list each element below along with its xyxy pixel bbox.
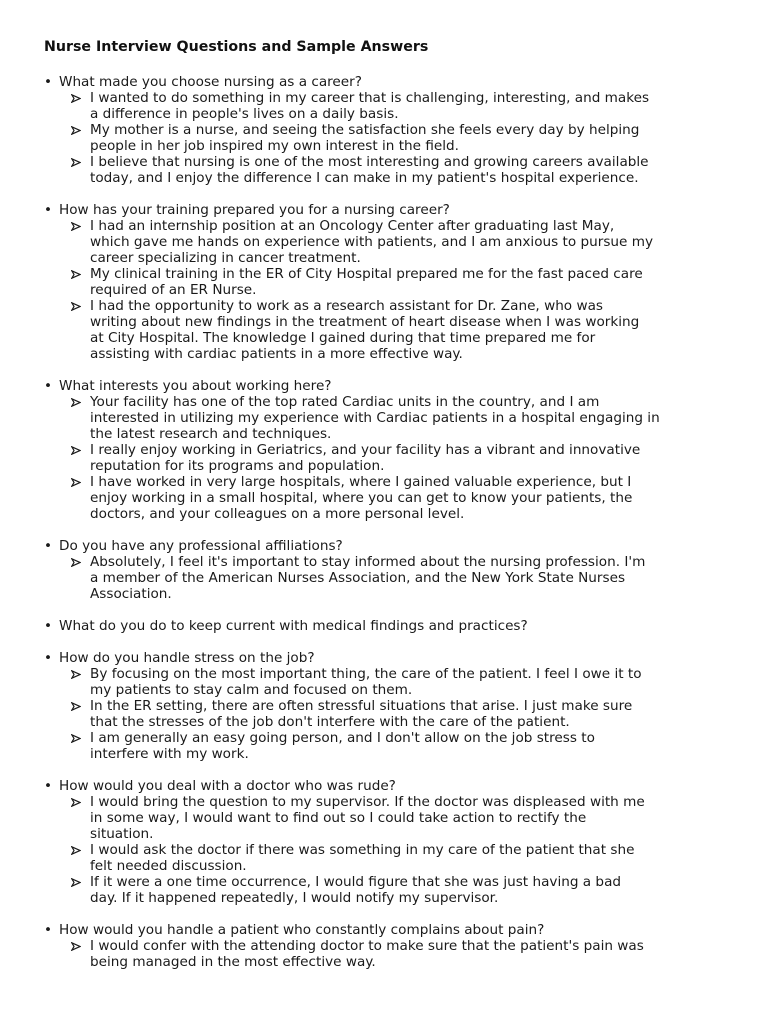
question-item — [44, 538, 734, 554]
arrow-bullet-icon — [71, 270, 81, 279]
arrow-bullet-icon — [71, 478, 81, 487]
answer-text: I would ask the doctor if there was something in my care of the patient that she felt needed discussion. — [90, 842, 635, 874]
arrow-bullet-icon — [71, 158, 81, 167]
question-section — [44, 74, 734, 186]
question-list — [44, 74, 734, 970]
answer-item — [44, 218, 734, 266]
bullet-icon: • — [44, 650, 53, 666]
question-text: What interests you about working here? — [59, 378, 332, 394]
answer-item — [44, 730, 734, 762]
answer-list — [44, 666, 734, 762]
question-item — [44, 618, 734, 634]
answer-text: I am generally an easy going person, and I don't allow on the job stress to interfere with my work. — [90, 730, 595, 762]
question-item — [44, 650, 734, 666]
bullet-icon: • — [44, 778, 53, 794]
answer-item — [44, 842, 734, 874]
answer-text: Your facility has one of the top rated Cardiac units in the country, and I am interested in utilizing my experience with Cardiac patients in a hospital engaging in the latest research and techniques. — [90, 394, 660, 442]
question-text: How would you deal with a doctor who was rude? — [59, 778, 396, 794]
answer-item — [44, 474, 734, 522]
answer-item — [44, 266, 734, 298]
answer-item — [44, 794, 734, 842]
answer-item — [44, 698, 734, 730]
arrow-bullet-icon — [71, 558, 81, 567]
bullet-icon: • — [44, 538, 53, 554]
answer-text: I had an internship position at an Oncology Center after graduating last May, which gave me hands on experience with patients, and I am anxious to pursue my career specializing in cancer treatment. — [90, 218, 653, 266]
answer-text: If it were a one time occurrence, I would figure that she was just having a bad day. If it happened repeatedly, I would notify my supervisor. — [90, 874, 622, 906]
answer-text: By focusing on the most important thing, the care of the patient. I feel I owe it to my patients to stay calm and focused on them. — [90, 666, 642, 698]
question-section — [44, 202, 734, 362]
answer-item — [44, 938, 734, 970]
answer-list — [44, 938, 734, 970]
arrow-bullet-icon — [71, 126, 81, 135]
bullet-icon: • — [44, 74, 53, 90]
answer-text: I believe that nursing is one of the most interesting and growing careers available today, and I enjoy the difference I can make in my patient's hospital experience. — [90, 154, 649, 186]
answer-text: I would bring the question to my supervisor. If the doctor was displeased with me in some way, I would want to find out so I could take action to rectify the situation. — [90, 794, 645, 842]
answer-text: I wanted to do something in my career that is challenging, interesting, and makes a difference in people's lives on a daily basis. — [90, 90, 650, 122]
question-text: What do you do to keep current with medical findings and practices? — [59, 618, 528, 634]
question-item — [44, 74, 734, 90]
arrow-bullet-icon — [71, 878, 81, 887]
question-text: Do you have any professional affiliations? — [59, 538, 343, 554]
answer-text: I would confer with the attending doctor to make sure that the patient's pain was being managed in the most effective way. — [90, 938, 644, 970]
answer-item — [44, 666, 734, 698]
bullet-icon: • — [44, 618, 53, 634]
bullet-icon: • — [44, 202, 53, 218]
question-item — [44, 202, 734, 218]
answer-text: Absolutely, I feel it's important to stay informed about the nursing profession. I'm a member of the American Nurses Association, and the New York State Nurses Association. — [90, 554, 646, 602]
answer-list — [44, 90, 734, 186]
answer-list — [44, 794, 734, 906]
question-section — [44, 538, 734, 602]
question-section — [44, 378, 734, 522]
answer-text: My mother is a nurse, and seeing the satisfaction she feels every day by helping people in her job inspired my own interest in the field. — [90, 122, 640, 154]
question-item — [44, 922, 734, 938]
question-text: What made you choose nursing as a career? — [59, 74, 362, 90]
arrow-bullet-icon — [71, 446, 81, 455]
answer-text: I really enjoy working in Geriatrics, and your facility has a vibrant and innovative reputation for its programs and population. — [90, 442, 641, 474]
arrow-bullet-icon — [71, 846, 81, 855]
arrow-bullet-icon — [71, 942, 81, 951]
question-item — [44, 778, 734, 794]
answer-text: My clinical training in the ER of City Hospital prepared me for the fast paced care required of an ER Nurse. — [90, 266, 643, 298]
question-item — [44, 378, 734, 394]
question-section — [44, 618, 734, 634]
arrow-bullet-icon — [71, 670, 81, 679]
answer-list — [44, 394, 734, 522]
arrow-bullet-icon — [71, 94, 81, 103]
question-section — [44, 650, 734, 762]
answer-text: In the ER setting, there are often stressful situations that arise. I just make sure that the stresses of the job don't interfere with the care of the patient. — [90, 698, 633, 730]
answer-text: I have worked in very large hospitals, where I gained valuable experience, but I enjoy working in a small hospital, where you can get to know your patients, the doctors, and your colleagues on a more personal level. — [90, 474, 633, 522]
arrow-bullet-icon — [71, 398, 81, 407]
answer-item — [44, 122, 734, 154]
question-section — [44, 778, 734, 906]
bullet-icon: • — [44, 378, 53, 394]
arrow-bullet-icon — [71, 222, 81, 231]
answer-item — [44, 442, 734, 474]
answer-item — [44, 90, 734, 122]
arrow-bullet-icon — [71, 734, 81, 743]
bullet-icon: • — [44, 922, 53, 938]
question-text: How has your training prepared you for a nursing career? — [59, 202, 450, 218]
question-section — [44, 922, 734, 970]
answer-item — [44, 154, 734, 186]
answer-item — [44, 394, 734, 442]
arrow-bullet-icon — [71, 798, 81, 807]
arrow-bullet-icon — [71, 302, 81, 311]
question-text: How do you handle stress on the job? — [59, 650, 315, 666]
document-title: Nurse Interview Questions and Sample Answers — [44, 39, 429, 55]
question-text: How would you handle a patient who constantly complains about pain? — [59, 922, 545, 938]
answer-list — [44, 554, 734, 602]
answer-text: I had the opportunity to work as a research assistant for Dr. Zane, who was writing about new findings in the treatment of heart disease when I was working at City Hospital. The knowledge I gained during that time prepared me for assisting with cardiac patients in a more effective way. — [90, 298, 640, 362]
answer-item — [44, 298, 734, 362]
document-page — [44, 38, 734, 986]
answer-list — [44, 218, 734, 362]
answer-item — [44, 554, 734, 602]
answer-item — [44, 874, 734, 906]
arrow-bullet-icon — [71, 702, 81, 711]
